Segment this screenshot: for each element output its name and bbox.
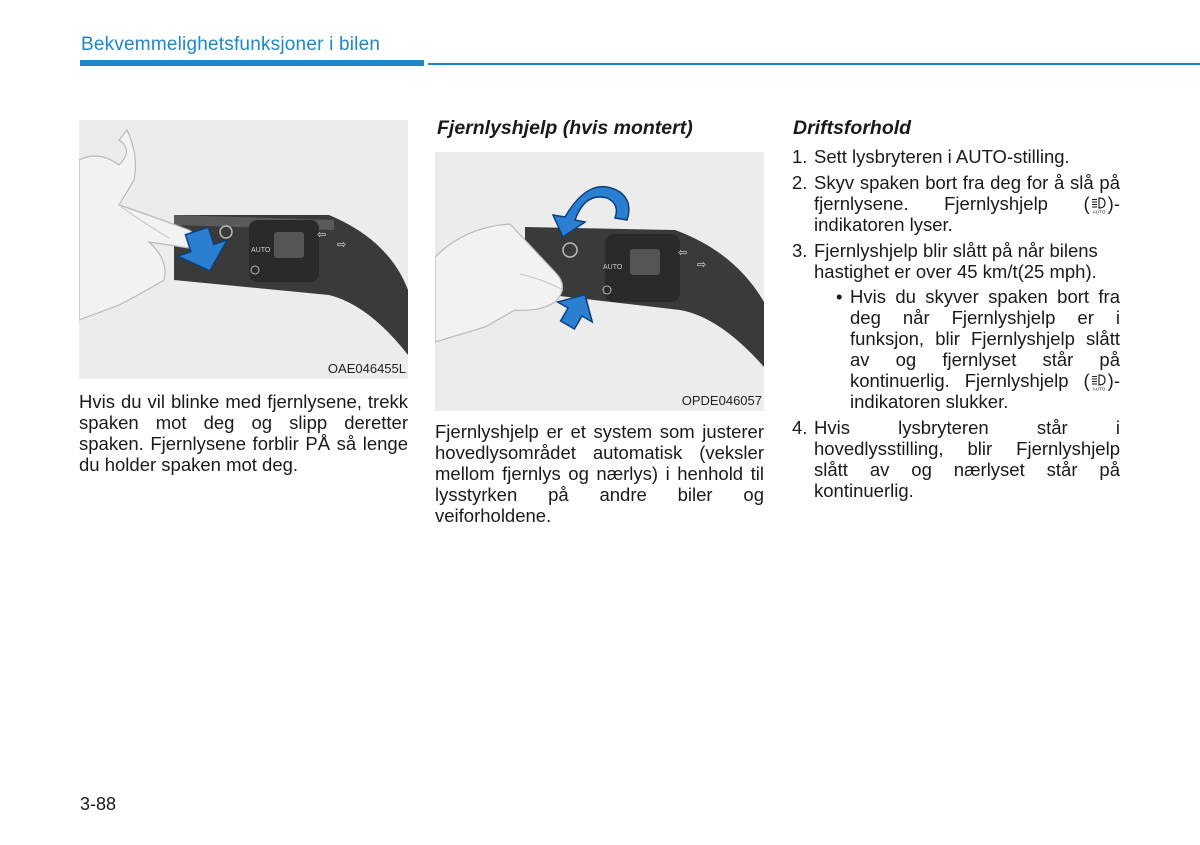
svg-text:AUTO: AUTO xyxy=(251,247,271,254)
column-1 xyxy=(79,120,408,475)
figure-code: OAE046455L xyxy=(327,361,406,376)
heading-operating-conditions: Driftsforhold xyxy=(793,117,912,139)
svg-text:⇦: ⇦ xyxy=(678,247,688,259)
header-rule-thin xyxy=(428,63,1200,65)
column-3 xyxy=(792,116,1120,506)
list-item: 4. Hvis lysbryteren står i hovedlysstilling, blir Fjernlyshjelp slått av og nærlyset står på kontinuerlig. xyxy=(792,417,1120,502)
paragraph-flash: Hvis du vil blinke med fjernlysene, trekk spaken mot deg og slipp deretter spaken. Fjernlysene forblir PÅ så lenge du holder spaken mot deg. xyxy=(79,391,408,475)
steps-list xyxy=(792,146,1120,501)
svg-text:⇨: ⇨ xyxy=(337,239,347,251)
svg-text:⇨: ⇨ xyxy=(697,259,707,271)
svg-text:AUTO: AUTO xyxy=(1092,209,1106,215)
illustration-lever-pull xyxy=(79,120,408,379)
svg-text:AUTO: AUTO xyxy=(603,264,623,271)
svg-text:⇦: ⇦ xyxy=(317,229,327,241)
illustration-lever-push xyxy=(435,152,764,411)
figure-code: OPDE046057 xyxy=(681,393,762,408)
section-title: Bekvemmelighetsfunksjoner i bilen xyxy=(81,34,381,55)
svg-text:AUTO: AUTO xyxy=(1092,386,1106,392)
list-item: 3. Fjernlyshjelp blir slått på når bilens hastighet er over 45 km/t(25 mph). • Hvis du skyver spaken bort fra deg når Fjernlyshjelp er i funksjon, blir Fjernlyshjelp slått av og fjernlyset står på kontinuerlig. Fjernlyshjelp ( AUTO )-indikatoren slukker. xyxy=(792,240,1120,413)
sub-bullet: • Hvis du skyver spaken bort fra deg når Fjernlyshjelp er i funksjon, blir Fjernlyshjelp slått av og fjernlyset står på kontinuerlig. Fjernlyshjelp ( AUTO )-indikatoren slukker. xyxy=(836,286,1120,413)
paragraph-high-beam-assist: Fjernlyshjelp er et system som justerer hovedlysområdet automatisk (veksler mellom fjernlys og nærlys) i henhold til lysstyrken på andre biler og veiforholdene. xyxy=(435,421,764,526)
header-rule-thick xyxy=(80,60,424,66)
list-item: 2. Skyv spaken bort fra deg for å slå på fjernlysene. Fjernlyshjelp ( AUTO )-indikatoren lyser. xyxy=(792,172,1120,236)
high-beam-assist-icon xyxy=(1090,196,1108,214)
list-item: 1. Sett lysbryteren i AUTO-stilling. xyxy=(792,146,1070,167)
figure-flash-high-beam xyxy=(79,120,408,379)
heading-high-beam-assist: Fjernlyshjelp (hvis montert) xyxy=(437,117,693,139)
column-2 xyxy=(435,116,764,526)
figure-high-beam-assist xyxy=(435,152,764,411)
page-number: 3-88 xyxy=(80,794,117,814)
high-beam-assist-icon xyxy=(1090,373,1108,391)
